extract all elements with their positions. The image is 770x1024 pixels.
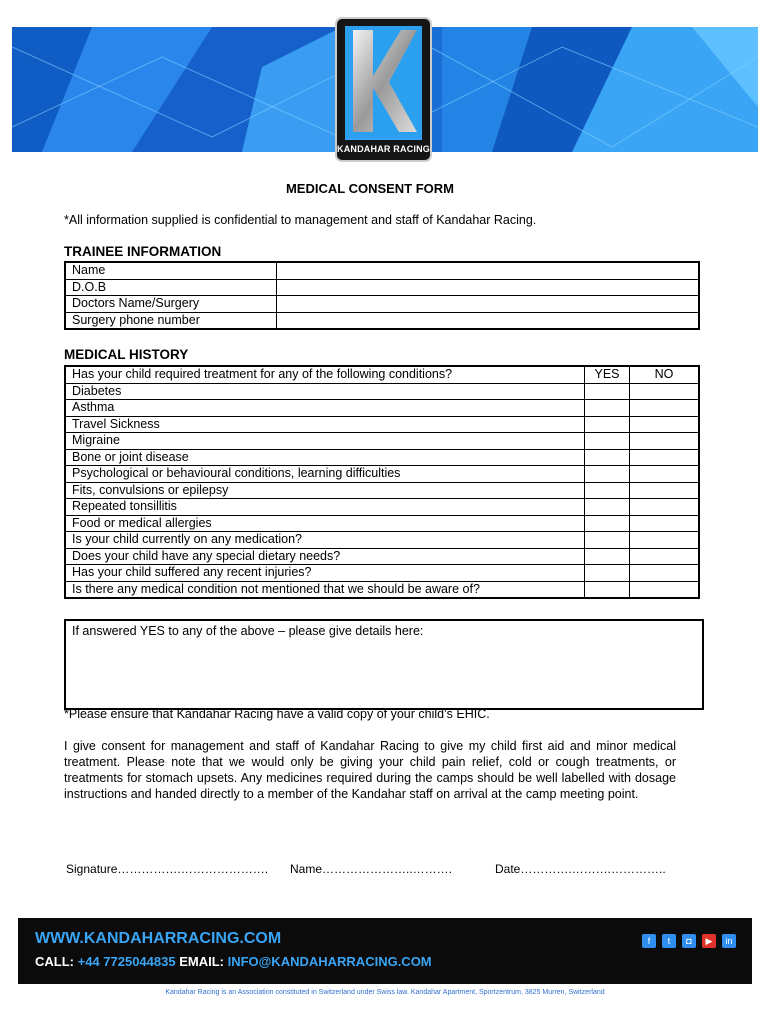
table-row bbox=[65, 499, 699, 516]
consent-paragraph: I give consent for management and staff of Kandahar Racing to give my child first aid and minor medical treatment. Please note that we would only be giving your child pain relief, cold or cough treatments, or treatments for stomach upsets. Any medicines required during the camps should be well labelled with dosage instructions and handed directly to a member of the Kandahar staff on arrival at the camp meeting point. bbox=[64, 739, 676, 801]
condition-label: Is there any medical condition not mentioned that we should be aware of? bbox=[65, 581, 585, 598]
condition-label: Does your child have any special dietary needs? bbox=[65, 548, 585, 565]
condition-label: Food or medical allergies bbox=[65, 515, 585, 532]
youtube-icon[interactable]: ▶ bbox=[702, 934, 716, 948]
legal-notice: Kandahar Racing is an Association constituted in Switzerland under Swiss law. Kandahar Apartment, Sportzentrum, 3825 Murren, Switzerland bbox=[165, 989, 605, 996]
name-input[interactable] bbox=[277, 262, 700, 279]
table-row bbox=[65, 416, 699, 433]
email-label: EMAIL: bbox=[175, 954, 228, 969]
condition-label: Has your child suffered any recent injuries? bbox=[65, 565, 585, 582]
no-header: NO bbox=[630, 366, 700, 383]
facebook-icon[interactable]: f bbox=[642, 934, 656, 948]
no-cell[interactable] bbox=[630, 383, 700, 400]
table-row bbox=[65, 466, 699, 483]
table-row bbox=[65, 433, 699, 450]
linkedin-icon[interactable]: in bbox=[722, 934, 736, 948]
instagram-icon[interactable]: ◘ bbox=[682, 934, 696, 948]
yes-cell[interactable] bbox=[585, 433, 630, 450]
yes-cell[interactable] bbox=[585, 449, 630, 466]
signature-field[interactable]: Signature…………….…………………. bbox=[66, 862, 269, 876]
condition-label: Migraine bbox=[65, 433, 585, 450]
dob-input[interactable] bbox=[277, 279, 700, 296]
footer-bar bbox=[18, 918, 752, 984]
name-field[interactable]: Name…………………..………. bbox=[290, 862, 453, 876]
table-row bbox=[65, 383, 699, 400]
condition-label: Asthma bbox=[65, 400, 585, 417]
ehic-note: *Please ensure that Kandahar Racing have a valid copy of your child’s EHIC. bbox=[64, 707, 490, 721]
table-row bbox=[65, 262, 699, 279]
no-cell[interactable] bbox=[630, 416, 700, 433]
medical-history-table bbox=[64, 365, 700, 599]
phone-number[interactable]: +44 7725044835 bbox=[77, 954, 176, 969]
table-row bbox=[65, 279, 699, 296]
no-cell[interactable] bbox=[630, 449, 700, 466]
question-header: Has your child required treatment for any of the following conditions? bbox=[65, 366, 585, 383]
details-prompt: If answered YES to any of the above – please give details here: bbox=[72, 624, 424, 638]
no-cell[interactable] bbox=[630, 433, 700, 450]
yes-cell[interactable] bbox=[585, 499, 630, 516]
field-label: Doctors Name/Surgery bbox=[65, 296, 277, 313]
kandahar-logo bbox=[337, 19, 430, 160]
k-logo-icon bbox=[345, 26, 422, 138]
no-cell[interactable] bbox=[630, 565, 700, 582]
no-cell[interactable] bbox=[630, 466, 700, 483]
table-row bbox=[65, 581, 699, 598]
no-cell[interactable] bbox=[630, 482, 700, 499]
date-field[interactable]: Date………….……….………….. bbox=[495, 862, 666, 876]
details-textarea[interactable] bbox=[64, 619, 704, 710]
table-row bbox=[65, 532, 699, 549]
condition-label: Fits, convulsions or epilepsy bbox=[65, 482, 585, 499]
table-row bbox=[65, 400, 699, 417]
twitter-icon[interactable]: t bbox=[662, 934, 676, 948]
table-row bbox=[65, 449, 699, 466]
yes-cell[interactable] bbox=[585, 581, 630, 598]
trainee-heading: TRAINEE INFORMATION bbox=[64, 244, 222, 259]
table-row bbox=[65, 312, 699, 329]
no-cell[interactable] bbox=[630, 515, 700, 532]
condition-label: Diabetes bbox=[65, 383, 585, 400]
condition-label: Travel Sickness bbox=[65, 416, 585, 433]
yes-cell[interactable] bbox=[585, 515, 630, 532]
table-row bbox=[65, 482, 699, 499]
field-label: D.O.B bbox=[65, 279, 277, 296]
email-link[interactable]: INFO@KANDAHARRACING.COM bbox=[227, 954, 432, 969]
call-label: CALL: bbox=[35, 954, 78, 969]
contact-line bbox=[35, 954, 432, 969]
field-label: Surgery phone number bbox=[65, 312, 277, 329]
yes-cell[interactable] bbox=[585, 565, 630, 582]
no-cell[interactable] bbox=[630, 499, 700, 516]
no-cell[interactable] bbox=[630, 581, 700, 598]
condition-label: Bone or joint disease bbox=[65, 449, 585, 466]
condition-label: Repeated tonsillitis bbox=[65, 499, 585, 516]
yes-cell[interactable] bbox=[585, 400, 630, 417]
no-cell[interactable] bbox=[630, 532, 700, 549]
table-row bbox=[65, 296, 699, 313]
doctor-input[interactable] bbox=[277, 296, 700, 313]
yes-cell[interactable] bbox=[585, 482, 630, 499]
table-header-row bbox=[65, 366, 699, 383]
no-cell[interactable] bbox=[630, 400, 700, 417]
yes-cell[interactable] bbox=[585, 466, 630, 483]
website-link[interactable]: WWW.KANDAHARRACING.COM bbox=[35, 930, 282, 947]
logo-text: KANDAHAR RACING bbox=[337, 144, 430, 154]
medical-heading: MEDICAL HISTORY bbox=[64, 347, 189, 362]
yes-cell[interactable] bbox=[585, 532, 630, 549]
surgery-phone-input[interactable] bbox=[277, 312, 700, 329]
condition-label: Is your child currently on any medication? bbox=[65, 532, 585, 549]
confidential-note: *All information supplied is confidential to management and staff of Kandahar Racing. bbox=[64, 213, 537, 227]
table-row bbox=[65, 515, 699, 532]
logo-divider bbox=[345, 138, 422, 140]
field-label: Name bbox=[65, 262, 277, 279]
no-cell[interactable] bbox=[630, 548, 700, 565]
table-row bbox=[65, 548, 699, 565]
form-title: MEDICAL CONSENT FORM bbox=[285, 181, 455, 196]
trainee-table bbox=[64, 261, 700, 330]
table-row bbox=[65, 565, 699, 582]
yes-cell[interactable] bbox=[585, 548, 630, 565]
yes-cell[interactable] bbox=[585, 416, 630, 433]
condition-label: Psychological or behavioural conditions, learning difficulties bbox=[65, 466, 585, 483]
yes-cell[interactable] bbox=[585, 383, 630, 400]
yes-header: YES bbox=[585, 366, 630, 383]
